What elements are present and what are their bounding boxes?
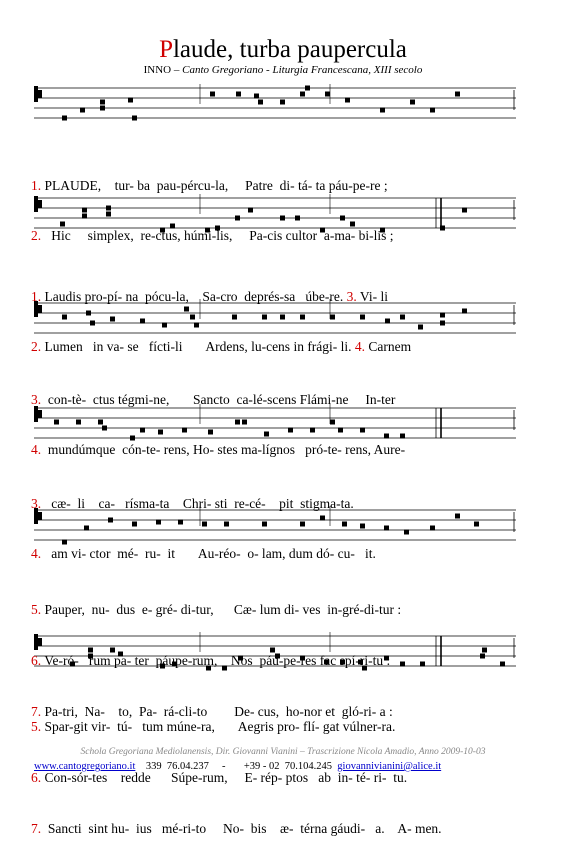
neume-note [305, 86, 310, 91]
lyric-line: 7. Sancti sint hu- ius mé-ri-to No- bis æ- térna gáudi- a. A- men. [31, 821, 442, 836]
phone-1: 339 76.04.237 [145, 761, 209, 772]
lyrics-block-1 [31, 146, 394, 260]
neume-note [482, 648, 487, 653]
neume-note [455, 92, 460, 97]
neume-note [418, 325, 423, 330]
lyric-line: 5. Pauper, nu- dus e- gré- di-tur, Cæ- lum di- ves in-gré-di-tur : [31, 602, 402, 617]
neume-note [474, 522, 479, 527]
neume-note [210, 92, 215, 97]
lyric-line: 4. mundúmque cón-te- rens, Ho- stes ma-lígnos pró-te- rens, Aure- [31, 442, 406, 457]
neume-note [236, 92, 241, 97]
neume-note [462, 309, 467, 314]
neume-note [384, 526, 389, 531]
email-link[interactable]: giovannivianini@alice.it [337, 761, 442, 772]
neume-note [404, 530, 409, 535]
credit-line: Schola Gregoriana Mediolanensis, Dir. Giovanni Vianini – Trascrizione Nicola Amadio, Anno 2009-10-03 [80, 747, 486, 757]
lyric-line: 3. cæ- li ca- rísma-ta Chri- sti re-cé- pit stigma-ta. [31, 496, 354, 511]
neume-note [258, 100, 263, 105]
phone-2: +39 - 02 70.104.245 [243, 761, 333, 772]
lyric-line: 2. Lumen in va- se fícti-li Ardens, lu-cens in frági- li. 4. Carnem [31, 339, 412, 354]
neume-note [280, 100, 285, 105]
lyric-line: 4. am vi- ctor mé- ru- it Au-réo- o- lam, dum dó- cu- it. [31, 546, 376, 561]
do-clef-icon [34, 86, 38, 102]
neume-note [410, 100, 415, 105]
page-title [0, 36, 566, 64]
neume-note [100, 100, 105, 105]
title-rest: laude, turba paupercula [172, 36, 407, 63]
lyric-line: 7. Pa-tri, Na- to, Pa- rá-cli-to De- cus, ho-nor et gló-ri- a : [31, 704, 393, 719]
neume-note [80, 108, 85, 113]
title-initial: P [159, 36, 173, 63]
neume-note [440, 321, 445, 326]
separator: - [222, 761, 226, 772]
page-subtitle: INNO – Canto Gregoriano - Liturgia Francescana, XIII secolo [143, 64, 423, 76]
lyric-line: 6. Ve-ró- rum pa- ter páupe-rum, Nos páu-pe-res fac spí-ri-tu : [31, 653, 391, 668]
neume-note [430, 108, 435, 113]
lyrics-block-4 [31, 464, 376, 578]
lyric-line: 2. Hic simplex, re-ctus, húmi-lis, Pa-cis cultor a-ma- bi-lis ; [31, 228, 394, 243]
neume-note [254, 94, 259, 99]
neume-note [455, 514, 460, 519]
neume-note [462, 208, 467, 213]
lyrics-block-3 [31, 360, 405, 474]
lyric-line: 1. Laudis pro-pí- na pócu-la, Sa-cro deprés-sa úbe-re. 3. Vi- li [31, 289, 388, 304]
lyric-line: 5. Spar-git vir- tú- tum múne-ra, Aegris pro- flí- gat vúlner-ra. [31, 719, 396, 734]
neume-note [480, 654, 485, 659]
neume-note [62, 116, 67, 121]
music-staff-1 [0, 80, 566, 130]
website-link[interactable]: www.cantogregoriano.it [34, 761, 136, 772]
neume-note [380, 108, 385, 113]
lyric-line: 3. con-tè- ctus tégmi-ne, Sancto ca-lé-scens Flámi-ne In-ter [31, 392, 396, 407]
neume-note [100, 106, 105, 111]
neume-note [420, 662, 425, 667]
neume-note [128, 98, 133, 103]
neume-note [325, 92, 330, 97]
lyrics-block-2 [31, 257, 411, 371]
neume-note [300, 92, 305, 97]
neume-note [430, 526, 435, 531]
lyric-line: 1. PLAUDE, tur- ba pau-pércu-la, Patre di- tá- ta páu-pe-re ; [31, 178, 388, 193]
lyric-line: 6. Con-sór-tes redde Súpe-rum, E- rép- ptos ab in- té- ri- tu. [31, 770, 408, 785]
neume-note [500, 662, 505, 667]
contact-line [34, 761, 441, 772]
neume-note [440, 226, 445, 231]
neume-note [440, 313, 445, 318]
neume-note [132, 116, 137, 121]
neume-note [345, 98, 350, 103]
